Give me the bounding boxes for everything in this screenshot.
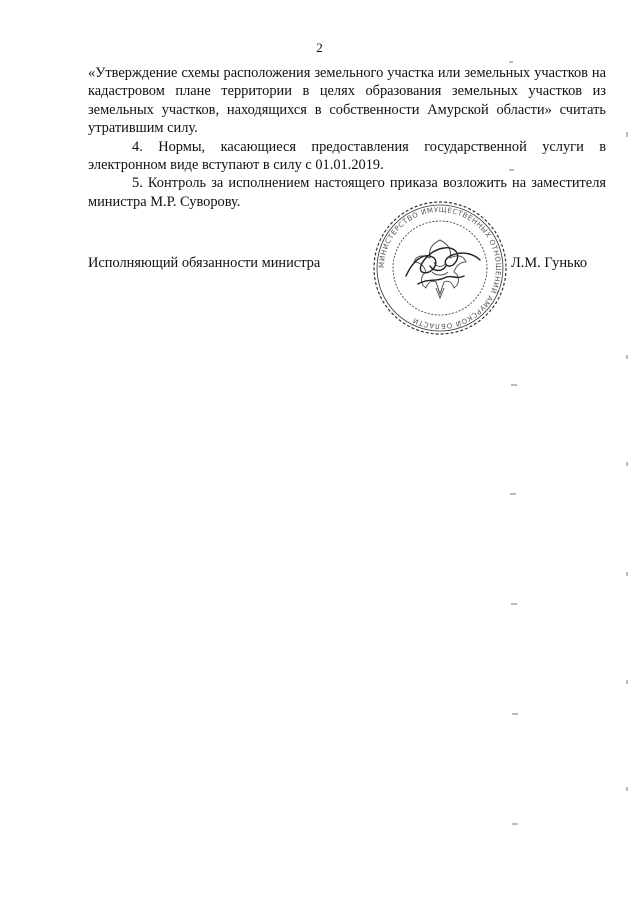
signatory-position: Исполняющий обязанности министра [88, 255, 321, 271]
signatory-name: Л.М. Гунько [511, 255, 588, 271]
official-seal [370, 198, 510, 338]
paragraph-item-5: 5. Контроль за исполнением настоящего приказа возложить на заместителя министра М.Р. Суворову. [88, 175, 606, 210]
page-number: 2 [316, 40, 323, 55]
paragraph-continuation: «Утверждение схемы расположения земельного участка или земельных участков на кадастровом плане территории в целях образования земельных участков из земельных участков, находящихся в собственности Амурской области» считать утратившим силу. [88, 65, 606, 137]
document-body [88, 64, 606, 211]
svg-text:МИНИСТЕРСТВО ИМУЩЕСТВЕННЫХ ОТН [378, 206, 502, 330]
paragraph-item-4: 4. Нормы, касающиеся предоставления государственной услуги в электронном виде вступают в силу с 01.01.2019. [88, 138, 606, 174]
seal-ring-text: МИНИСТЕРСТВО ИМУЩЕСТВЕННЫХ ОТНОШЕНИЙ АМУРСКОЙ ОБЛАСТИ [377, 205, 503, 331]
